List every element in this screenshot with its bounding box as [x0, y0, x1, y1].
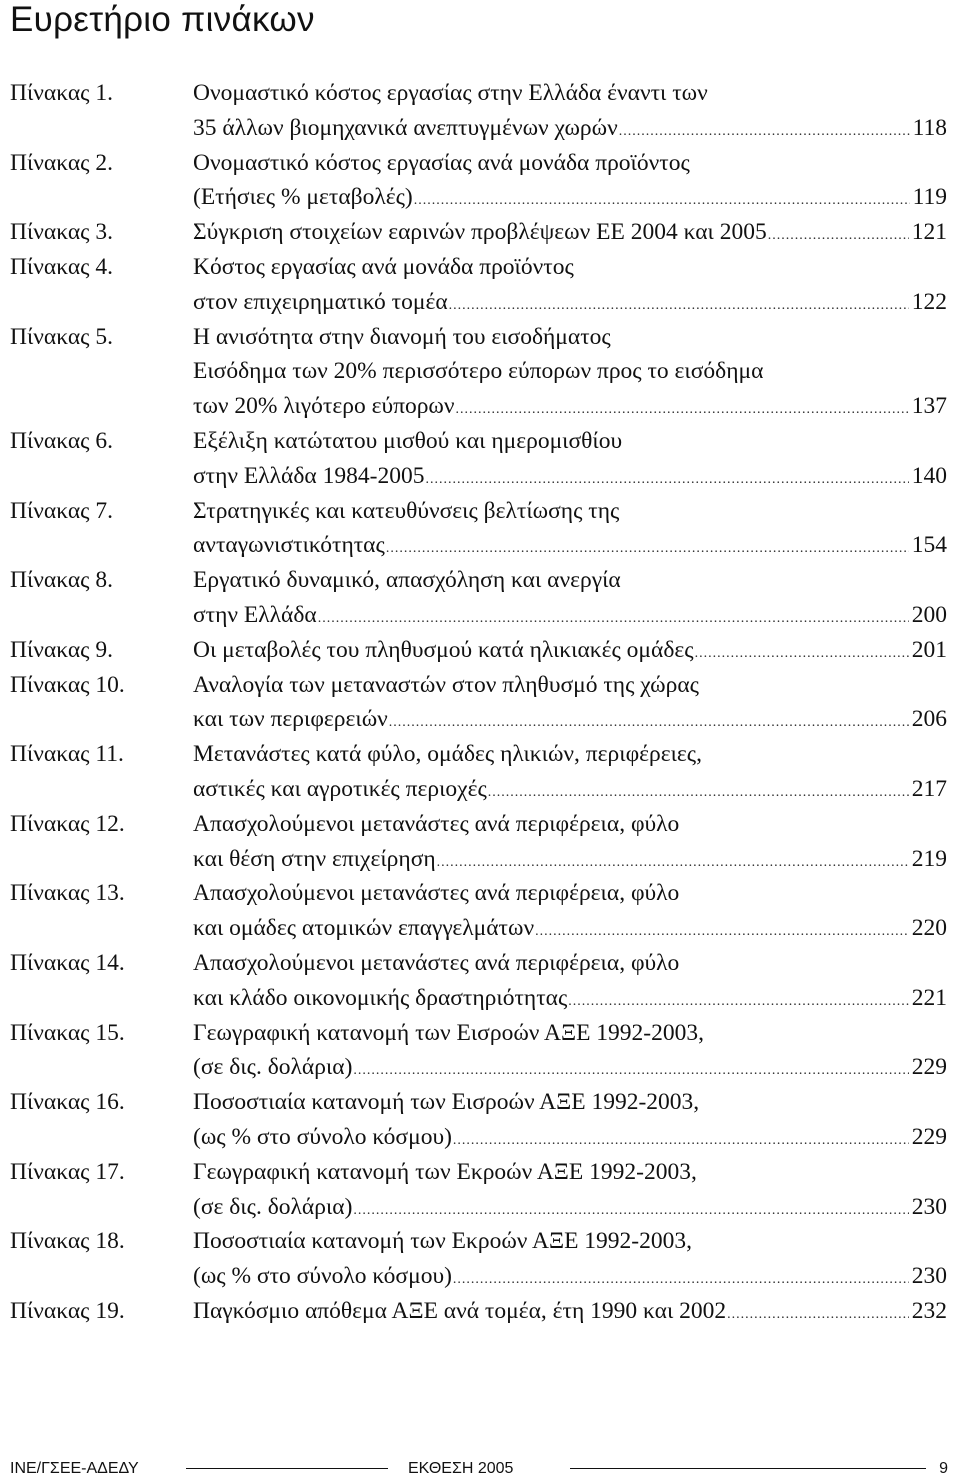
page-number: 200 — [911, 601, 947, 628]
title-line-text: Γεωγραφική κατανομή των Εκροών ΑΞΕ 1992-2003, — [193, 1158, 697, 1185]
table-label: Πίνακας 1. — [10, 80, 113, 106]
page-number: 206 — [911, 706, 947, 733]
toc-entry[interactable] — [0, 563, 960, 633]
table-label: Πίνακας 16. — [10, 1089, 125, 1116]
title-line — [193, 563, 947, 598]
page-number: 217 — [911, 775, 947, 802]
title-line-text: Κόστος εργασίας ανά μονάδα προϊόντος — [193, 253, 574, 280]
toc-entry[interactable] — [0, 807, 960, 877]
dot-leader — [768, 219, 909, 254]
title-line — [193, 1050, 947, 1085]
page-number: 154 — [911, 532, 947, 559]
dot-leader — [353, 1054, 908, 1089]
dot-leader — [437, 846, 909, 881]
page-number: 229 — [911, 1054, 947, 1081]
table-label: Πίνακας 12. — [10, 810, 125, 837]
dot-leader — [318, 602, 909, 637]
title-line — [193, 76, 947, 111]
title-line-text: (ως % στο σύνολο κόσμου) — [193, 1263, 452, 1290]
toc-entry[interactable] — [0, 146, 960, 216]
title-line-text: Ποσοστιαία κατανομή των Εκροών ΑΞΕ 1992-2003, — [193, 1228, 693, 1255]
table-label: Πίνακας 17. — [10, 1158, 125, 1185]
dot-leader — [414, 184, 910, 219]
dot-leader — [425, 463, 908, 498]
dot-leader — [386, 532, 909, 567]
footer-rule-left — [186, 1468, 388, 1469]
title-line — [193, 981, 947, 1016]
table-label: Πίνακας 15. — [10, 1019, 125, 1046]
title-line — [193, 633, 947, 668]
table-title — [193, 633, 947, 668]
table-title — [193, 424, 947, 494]
toc-entry[interactable] — [0, 250, 960, 320]
title-line-text: στην Ελλάδα — [193, 601, 317, 628]
table-title — [193, 737, 947, 807]
title-line-text: των 20% λιγότερο εύπορων — [193, 393, 455, 420]
title-line-text: Σύγκριση στοιχείων εαρινών προβλέψεων ΕΕ 2004 και 2005 — [193, 219, 767, 246]
title-line-text: Αναλογία των μεταναστών στον πληθυσμό της χώρας — [193, 671, 699, 698]
title-line — [193, 215, 947, 250]
dot-leader — [456, 393, 909, 428]
title-line-text: Εξέλιξη κατώτατου μισθού και ημερομισθίου — [193, 427, 623, 454]
table-title — [193, 320, 947, 424]
toc-entry[interactable] — [0, 1224, 960, 1294]
title-line-text: Εργατικό δυναμικό, απασχόληση και ανεργία — [193, 567, 621, 594]
table-label: Πίνακας 13. — [10, 880, 125, 907]
page-title: Ευρετήριο πινάκων — [10, 0, 315, 39]
title-line — [193, 807, 947, 842]
title-line-text: (ως % στο σύνολο κόσμου) — [193, 1123, 452, 1150]
title-line — [193, 702, 947, 737]
title-line — [193, 668, 947, 703]
toc-entry[interactable] — [0, 320, 960, 424]
title-line — [193, 285, 947, 320]
title-line — [193, 1016, 947, 1051]
title-line-text: Μετανάστες κατά φύλο, ομάδες ηλικιών, περιφέρειες, — [193, 741, 702, 768]
table-title — [193, 1155, 947, 1225]
table-title — [193, 215, 947, 250]
title-line — [193, 876, 947, 911]
title-line — [193, 320, 947, 355]
page-number: 140 — [911, 462, 947, 489]
title-line — [193, 1155, 947, 1190]
title-line — [193, 111, 947, 146]
title-line-text: (σε δις. δολάρια) — [193, 1193, 353, 1220]
dot-leader — [353, 1194, 908, 1229]
title-line — [193, 354, 947, 389]
page-number: 201 — [911, 636, 947, 663]
toc-entry[interactable] — [0, 76, 960, 146]
page-number: 122 — [911, 288, 947, 315]
title-line — [193, 180, 947, 215]
toc-entry[interactable] — [0, 633, 960, 668]
title-line — [193, 842, 947, 877]
table-title — [193, 1294, 947, 1329]
toc-entry[interactable] — [0, 668, 960, 738]
page-number: 219 — [911, 845, 947, 872]
table-index-list — [0, 76, 960, 1329]
title-line — [193, 424, 947, 459]
title-line-text: και θέση στην επιχείρηση — [193, 845, 436, 872]
title-line-text: (σε δις. δολάρια) — [193, 1054, 353, 1081]
title-line — [193, 528, 947, 563]
title-line — [193, 598, 947, 633]
toc-entry[interactable] — [0, 737, 960, 807]
table-title — [193, 807, 947, 877]
title-line — [193, 250, 947, 285]
title-line-text: Εισόδημα των 20% περισσότερο εύπορων προς το εισόδημα — [193, 358, 764, 385]
title-line-text: και των περιφερειών — [193, 706, 388, 733]
title-line-text: στον επιχειρηματικό τομέα — [193, 288, 448, 315]
page-number: 137 — [911, 393, 947, 420]
table-label: Πίνακας 3. — [10, 219, 113, 246]
title-line-text: Απασχολούμενοι μετανάστες ανά περιφέρεια, φύλο — [193, 949, 680, 976]
table-label: Πίνακας 11. — [10, 741, 124, 768]
footer-rule-right — [570, 1468, 926, 1469]
title-line-text: Παγκόσμιο απόθεμα ΑΞΕ ανά τομέα, έτη 1990 και 2002 — [193, 1297, 727, 1324]
table-label: Πίνακας 14. — [10, 949, 125, 976]
table-title — [193, 146, 947, 216]
table-title — [193, 876, 947, 946]
title-line-text: στην Ελλάδα 1984-2005 — [193, 462, 425, 489]
title-line-text: Γεωγραφική κατανομή των Εισροών ΑΞΕ 1992-2003, — [193, 1019, 704, 1046]
dot-leader — [488, 776, 909, 811]
dot-leader — [449, 289, 909, 324]
toc-entry[interactable] — [0, 946, 960, 1016]
title-line-text: αστικές και αγροτικές περιοχές — [193, 775, 487, 802]
title-line — [193, 911, 947, 946]
title-line-text: 35 άλλων βιομηχανικά ανεπτυγμένων χωρών — [193, 114, 618, 141]
toc-entry[interactable] — [0, 1016, 960, 1086]
table-title — [193, 494, 947, 564]
toc-entry[interactable] — [0, 215, 960, 250]
page-number: 230 — [911, 1263, 947, 1290]
table-label: Πίνακας 7. — [10, 497, 113, 524]
title-line — [193, 389, 947, 424]
table-label: Πίνακας 9. — [10, 636, 113, 663]
title-line-text: Ονομαστικό κόστος εργασίας στην Ελλάδα έναντι των — [193, 80, 708, 106]
toc-entry[interactable] — [0, 1085, 960, 1155]
table-title — [193, 76, 947, 146]
title-line — [193, 1190, 947, 1225]
page-footer — [0, 1459, 960, 1481]
toc-entry[interactable] — [0, 1155, 960, 1225]
title-line-text: Απασχολούμενοι μετανάστες ανά περιφέρεια, φύλο — [193, 880, 680, 907]
title-line — [193, 1085, 947, 1120]
toc-entry[interactable] — [0, 1294, 960, 1329]
title-line-text: Η ανισότητα στην διανομή του εισοδήματος — [193, 323, 611, 350]
title-line-text: και κλάδο οικονομικής δραστηριότητας — [193, 984, 568, 1011]
title-line — [193, 772, 947, 807]
page-number: 220 — [911, 915, 947, 942]
toc-entry[interactable] — [0, 876, 960, 946]
title-line-text: Οι μεταβολές του πληθυσμού κατά ηλικιακές ομάδες — [193, 636, 694, 663]
table-title — [193, 1085, 947, 1155]
dot-leader — [389, 706, 909, 741]
table-title — [193, 1016, 947, 1086]
title-line — [193, 1259, 947, 1294]
title-line-text: Στρατηγικές και κατευθύνσεις βελτίωσης της — [193, 497, 620, 524]
table-title — [193, 946, 947, 1016]
page-number: 230 — [911, 1193, 947, 1220]
table-title — [193, 668, 947, 738]
table-label: Πίνακας 4. — [10, 253, 113, 280]
footer-page-number: 9 — [939, 1460, 948, 1477]
title-line-text: και ομάδες ατομικών επαγγελμάτων — [193, 915, 535, 942]
dot-leader — [453, 1263, 909, 1298]
title-line — [193, 1224, 947, 1259]
table-title — [193, 250, 947, 320]
table-label: Πίνακας 5. — [10, 323, 113, 350]
page-number: 118 — [912, 114, 947, 141]
table-label: Πίνακας 8. — [10, 567, 113, 594]
page-number: 121 — [911, 219, 947, 246]
title-line-text: ανταγωνιστικότητας — [193, 532, 385, 559]
footer-report-title: ΕΚΘΕΣΗ 2005 — [408, 1460, 514, 1477]
table-label: Πίνακας 19. — [10, 1297, 125, 1324]
title-line — [193, 946, 947, 981]
title-line — [193, 737, 947, 772]
dot-leader — [568, 985, 908, 1020]
page-number: 229 — [911, 1123, 947, 1150]
title-line-text: Ποσοστιαία κατανομή των Εισροών ΑΞΕ 1992-2003, — [193, 1089, 700, 1116]
title-line — [193, 1294, 947, 1329]
title-line — [193, 459, 947, 494]
dot-leader — [727, 1298, 909, 1333]
table-label: Πίνακας 2. — [10, 149, 113, 176]
dot-leader — [453, 1124, 909, 1159]
footer-publisher: ΙΝΕ/ΓΣΕΕ-ΑΔΕΔΥ — [10, 1460, 139, 1477]
table-title — [193, 1224, 947, 1294]
title-line-text: Ονομαστικό κόστος εργασίας ανά μονάδα προϊόντος — [193, 149, 690, 176]
table-title — [193, 563, 947, 633]
table-label: Πίνακας 10. — [10, 671, 125, 698]
page-number: 221 — [911, 984, 947, 1011]
toc-entry[interactable] — [0, 424, 960, 494]
dot-leader — [535, 915, 909, 950]
dot-leader — [695, 637, 909, 672]
title-line — [193, 146, 947, 181]
title-line-text: (Ετήσιες % μεταβολές) — [193, 184, 413, 211]
table-label: Πίνακας 18. — [10, 1228, 125, 1255]
page-number: 119 — [912, 184, 947, 211]
title-line — [193, 1120, 947, 1155]
toc-entry[interactable] — [0, 494, 960, 564]
title-line-text: Απασχολούμενοι μετανάστες ανά περιφέρεια, φύλο — [193, 810, 680, 837]
page-number: 232 — [911, 1297, 947, 1324]
title-line — [193, 494, 947, 529]
dot-leader — [619, 115, 910, 150]
table-label: Πίνακας 6. — [10, 427, 113, 454]
